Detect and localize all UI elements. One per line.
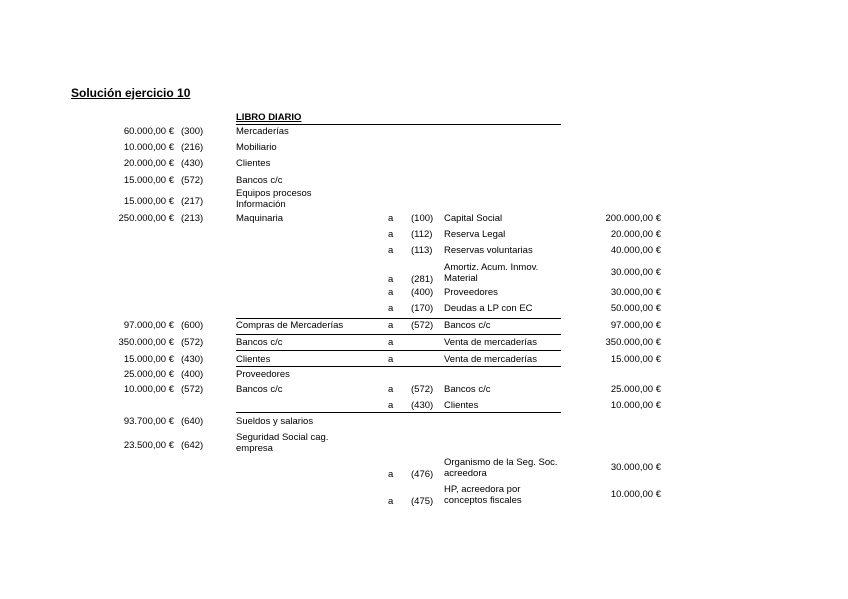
debit-amount: 15.000,00 € [123,196,174,207]
debit-account-name: Proveedores [236,369,290,380]
a-connector: a [388,496,394,507]
credit-account-name: Bancos c/c [444,384,491,395]
debit-account-name: Compras de Mercaderías [236,320,344,331]
debit-account-name: Seguridad Social cag. empresa [236,432,329,454]
debit-amount: 15.000,00 € [123,354,174,365]
credit-account-name: HP, acreedora por conceptos fiscales [444,484,522,506]
credit-account-name: Organismo de la Seg. Soc. acreedora [444,457,558,479]
credit-account-code: (281) [411,274,434,285]
debit-account-name: Clientes [236,158,271,169]
heading-rule [236,124,561,125]
debit-account-name: Bancos c/c [236,175,283,186]
a-connector: a [388,354,394,365]
debit-account-code: (640) [181,416,204,427]
debit-account-name: Clientes [236,354,271,365]
entry-separator [236,366,561,367]
credit-account-code: (430) [411,400,434,411]
debit-amount: 15.000,00 € [123,175,174,186]
debit-account-code: (400) [181,369,204,380]
credit-amount: 20.000,00 € [610,229,661,240]
debit-account-code: (216) [181,142,204,153]
journal-heading: LIBRO DIARIO [236,112,302,123]
debit-account-name: Equipos procesos Información [236,188,312,210]
debit-amount: 93.700,00 € [123,416,174,427]
credit-amount: 10.000,00 € [610,489,661,500]
a-connector: a [388,229,394,240]
entry-separator [236,334,561,335]
credit-account-code: (112) [411,229,433,240]
debit-amount: 60.000,00 € [123,126,174,137]
credit-account-name: Clientes [444,400,479,411]
entry-separator [236,412,561,413]
debit-account-code: (300) [181,126,204,137]
credit-amount: 97.000,00 € [610,320,661,331]
credit-amount: 15.000,00 € [610,354,661,365]
debit-account-code: (213) [181,213,204,224]
credit-amount: 30.000,00 € [610,267,661,278]
page-title: Solución ejercicio 10 [71,86,191,100]
credit-amount: 40.000,00 € [610,245,661,256]
credit-account-name: Reserva Legal [444,229,506,240]
debit-amount: 350.000,00 € [118,337,174,348]
debit-amount: 97.000,00 € [123,320,174,331]
credit-account-name: Reservas voluntarias [444,245,533,256]
credit-account-name: Amortiz. Acum. Inmov. Material [444,262,539,284]
credit-account-code: (572) [411,320,434,331]
debit-account-code: (430) [181,158,204,169]
credit-account-code: (476) [411,469,434,480]
debit-account-code: (430) [181,354,204,365]
credit-amount: 10.000,00 € [610,400,661,411]
credit-account-code: (475) [411,496,434,507]
credit-amount: 50.000,00 € [610,303,661,314]
debit-account-name: Mercaderías [236,126,289,137]
credit-account-code: (572) [411,384,434,395]
credit-amount: 200.000,00 € [605,213,661,224]
debit-account-name: Bancos c/c [236,337,283,348]
debit-amount: 10.000,00 € [123,384,174,395]
credit-amount: 25.000,00 € [610,384,661,395]
a-connector: a [388,213,394,224]
credit-amount: 30.000,00 € [610,462,661,473]
a-connector: a [388,469,394,480]
a-connector: a [388,384,394,395]
credit-account-name: Venta de mercaderías [444,354,537,365]
debit-account-code: (600) [181,320,204,331]
credit-account-name: Deudas a LP con EC [444,303,533,314]
debit-account-name: Bancos c/c [236,384,283,395]
credit-account-code: (100) [411,213,434,224]
debit-amount: 10.000,00 € [123,142,174,153]
debit-account-code: (217) [181,196,204,207]
a-connector: a [388,303,394,314]
credit-account-name: Proveedores [444,287,498,298]
credit-account-code: (170) [411,303,434,314]
debit-account-code: (572) [181,384,204,395]
a-connector: a [388,245,394,256]
a-connector: a [388,274,394,285]
entry-separator [236,350,561,351]
debit-account-code: (572) [181,175,204,186]
a-connector: a [388,400,394,411]
a-connector: a [388,287,394,298]
credit-amount: 30.000,00 € [610,287,661,298]
debit-account-code: (642) [181,440,204,451]
debit-account-name: Sueldos y salarios [236,416,314,427]
credit-account-name: Capital Social [444,213,503,224]
credit-amount: 350.000,00 € [605,337,661,348]
debit-amount: 250.000,00 € [118,213,174,224]
credit-account-code: (400) [411,287,434,298]
a-connector: a [388,320,394,331]
debit-amount: 23.500,00 € [123,440,174,451]
debit-amount: 25.000,00 € [123,369,174,380]
a-connector: a [388,337,394,348]
debit-account-name: Mobiliario [236,142,277,153]
debit-account-code: (572) [181,337,204,348]
credit-account-name: Bancos c/c [444,320,491,331]
debit-account-name: Maquinaria [236,213,283,224]
credit-account-code: (113) [411,245,433,256]
entry-separator [236,318,561,319]
credit-account-name: Venta de mercaderías [444,337,537,348]
debit-amount: 20.000,00 € [123,158,174,169]
